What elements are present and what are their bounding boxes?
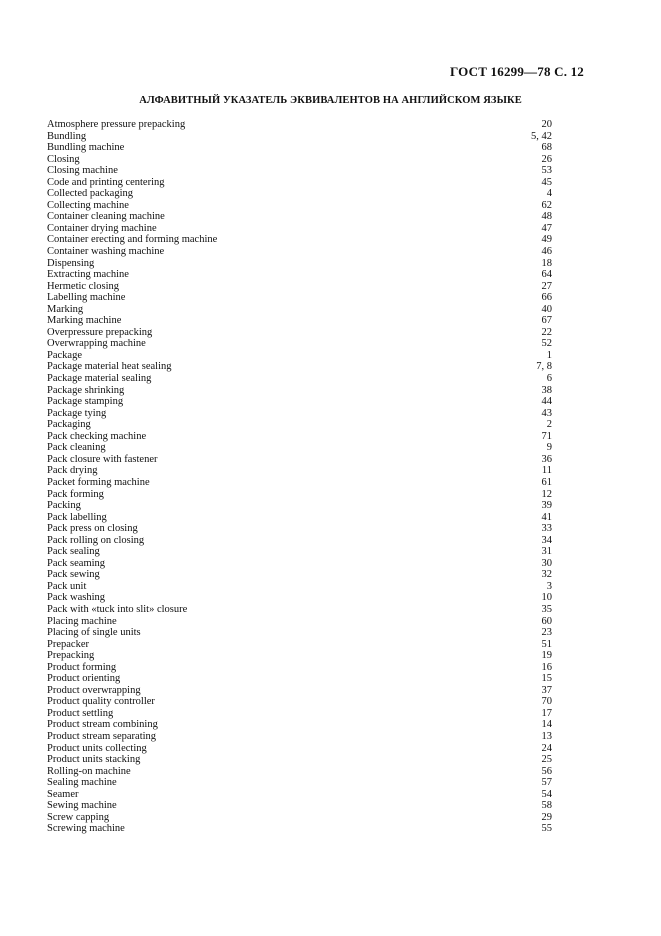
index-term: Pack washing xyxy=(47,592,106,604)
index-number: 66 xyxy=(541,292,552,304)
index-term: Hermetic closing xyxy=(47,280,120,292)
index-term: Closing machine xyxy=(47,165,118,177)
index-entry xyxy=(47,315,552,327)
index-term: Collecting machine xyxy=(47,199,129,211)
index-entry xyxy=(47,200,552,212)
index-term: Product settling xyxy=(47,707,114,719)
index-entry xyxy=(47,477,552,489)
index-term: Placing of single units xyxy=(47,627,141,639)
index-number: 33 xyxy=(541,523,552,535)
index-number: 60 xyxy=(541,615,552,627)
index-entry xyxy=(47,489,552,501)
index-entry xyxy=(47,523,552,535)
index-term: Product stream separating xyxy=(47,730,157,742)
index-entry xyxy=(47,165,552,177)
index-number: 13 xyxy=(541,730,552,742)
index-entry xyxy=(47,558,552,570)
index-term: Rolling-on machine xyxy=(47,765,131,777)
index-number: 48 xyxy=(541,211,552,223)
index-number: 68 xyxy=(541,142,552,154)
index-number: 36 xyxy=(541,453,552,465)
index-term: Pack drying xyxy=(47,465,98,477)
index-number: 24 xyxy=(541,742,552,754)
index-entry xyxy=(47,234,552,246)
index-term: Product quality controller xyxy=(47,696,155,708)
index-term: Screw capping xyxy=(47,811,110,823)
index-number: 1 xyxy=(546,349,552,361)
index-number: 67 xyxy=(541,315,552,327)
index-term: Pack closure with fastener xyxy=(47,453,158,465)
index-number: 62 xyxy=(541,199,552,211)
index-number: 58 xyxy=(541,800,552,812)
index-term: Package material heat sealing xyxy=(47,361,172,373)
index-entry xyxy=(47,419,552,431)
index-term: Marking machine xyxy=(47,315,122,327)
index-number: 15 xyxy=(541,673,552,685)
index-term: Container washing machine xyxy=(47,246,165,258)
index-number: 4 xyxy=(546,188,552,200)
index-number: 56 xyxy=(541,765,552,777)
index-term: Collected packaging xyxy=(47,188,134,200)
index-entry xyxy=(47,119,552,131)
index-number: 23 xyxy=(541,627,552,639)
index-number: 18 xyxy=(541,257,552,269)
index-entry xyxy=(47,685,552,697)
index-number: 51 xyxy=(541,638,552,650)
index-entry xyxy=(47,373,552,385)
index-term: Product units collecting xyxy=(47,742,147,754)
index-number: 31 xyxy=(541,546,552,558)
index-term: Extracting machine xyxy=(47,269,129,281)
index-entry xyxy=(47,719,552,731)
index-number: 55 xyxy=(541,823,552,835)
index-term: Pack checking machine xyxy=(47,430,147,442)
index-entry xyxy=(47,535,552,547)
index-number: 43 xyxy=(541,407,552,419)
index-term: Pack sealing xyxy=(47,546,100,558)
index-entry xyxy=(47,708,552,720)
index-number: 14 xyxy=(541,719,552,731)
index-number: 16 xyxy=(541,661,552,673)
index-entry xyxy=(47,188,552,200)
index-entry xyxy=(47,569,552,581)
index-term: Seamer xyxy=(47,788,79,800)
index-entry xyxy=(47,627,552,639)
index-term: Product orienting xyxy=(47,673,121,685)
index-number: 34 xyxy=(541,534,552,546)
index-term: Screwing machine xyxy=(47,823,125,835)
index-entry xyxy=(47,465,552,477)
index-term: Container erecting and forming machine xyxy=(47,234,218,246)
index-term: Package tying xyxy=(47,407,107,419)
index-number: 20 xyxy=(541,119,552,130)
index-term: Product overwrapping xyxy=(47,684,141,696)
index-term: Product units stacking xyxy=(47,754,141,766)
index-term: Pack seaming xyxy=(47,557,106,569)
index-number: 11 xyxy=(541,465,552,477)
index-entry xyxy=(47,650,552,662)
index-term: Package stamping xyxy=(47,396,124,408)
index-list xyxy=(47,119,552,835)
index-entry xyxy=(47,500,552,512)
index-term: Sewing machine xyxy=(47,800,117,812)
index-entry xyxy=(47,731,552,743)
index-entry xyxy=(47,338,552,350)
index-term: Bundling xyxy=(47,130,87,142)
index-term: Overwrapping machine xyxy=(47,338,146,350)
index-term: Closing xyxy=(47,153,80,165)
index-term: Bundling machine xyxy=(47,142,125,154)
index-number: 29 xyxy=(541,811,552,823)
index-number: 30 xyxy=(541,557,552,569)
index-number: 38 xyxy=(541,384,552,396)
index-term: Package material sealing xyxy=(47,373,152,385)
index-entry xyxy=(47,442,552,454)
index-number: 12 xyxy=(541,488,552,500)
document-reference: ГОСТ 16299—78 С. 12 xyxy=(450,64,584,79)
index-term: Pack press on closing xyxy=(47,523,138,535)
index-entry xyxy=(47,766,552,778)
index-number: 70 xyxy=(541,696,552,708)
index-number: 3 xyxy=(546,580,552,592)
index-entry xyxy=(47,696,552,708)
index-number: 40 xyxy=(541,303,552,315)
index-entry xyxy=(47,789,552,801)
index-entry xyxy=(47,743,552,755)
index-number: 37 xyxy=(541,684,552,696)
index-entry xyxy=(47,408,552,420)
index-number: 41 xyxy=(541,511,552,523)
index-number: 7, 8 xyxy=(536,361,552,373)
index-number: 17 xyxy=(541,707,552,719)
index-number: 54 xyxy=(541,788,552,800)
index-term: Packaging xyxy=(47,419,91,431)
index-number: 57 xyxy=(541,777,552,789)
index-term: Code and printing centering xyxy=(47,176,165,188)
index-entry xyxy=(47,616,552,628)
index-number: 52 xyxy=(541,338,552,350)
index-number: 71 xyxy=(541,430,552,442)
index-entry xyxy=(47,154,552,166)
index-entry xyxy=(47,754,552,766)
index-entry xyxy=(47,246,552,258)
index-entry xyxy=(47,662,552,674)
index-term: Pack cleaning xyxy=(47,442,106,454)
index-number: 27 xyxy=(541,280,552,292)
index-entry xyxy=(47,131,552,143)
index-term: Pack sewing xyxy=(47,569,100,581)
index-entry xyxy=(47,639,552,651)
index-entry xyxy=(47,546,552,558)
index-number: 47 xyxy=(541,222,552,234)
index-entry xyxy=(47,292,552,304)
index-number: 22 xyxy=(541,326,552,338)
index-entry xyxy=(47,777,552,789)
index-term: Pack unit xyxy=(47,580,87,592)
index-number: 6 xyxy=(546,373,552,385)
index-term: Product forming xyxy=(47,661,117,673)
index-term: Marking xyxy=(47,303,84,315)
index-number: 26 xyxy=(541,153,552,165)
index-number: 46 xyxy=(541,246,552,258)
index-number: 45 xyxy=(541,176,552,188)
index-term: Pack labelling xyxy=(47,511,107,523)
index-number: 9 xyxy=(546,442,552,454)
index-entry xyxy=(47,269,552,281)
index-number: 25 xyxy=(541,754,552,766)
index-term: Sealing machine xyxy=(47,777,117,789)
index-term: Product stream combining xyxy=(47,719,158,731)
index-number: 44 xyxy=(541,396,552,408)
index-term: Package xyxy=(47,349,82,361)
index-term: Prepacker xyxy=(47,638,89,650)
index-number: 53 xyxy=(541,165,552,177)
index-number: 35 xyxy=(541,603,552,615)
index-entry xyxy=(47,223,552,235)
index-term: Placing machine xyxy=(47,615,117,627)
index-entry xyxy=(47,350,552,362)
index-term: Prepacking xyxy=(47,650,95,662)
index-term: Overpressure prepacking xyxy=(47,326,153,338)
index-term: Pack forming xyxy=(47,488,104,500)
index-entry xyxy=(47,581,552,593)
index-entry xyxy=(47,512,552,524)
index-number: 2 xyxy=(546,419,552,431)
index-entry xyxy=(47,592,552,604)
index-term: Container cleaning machine xyxy=(47,211,165,223)
index-number: 19 xyxy=(541,650,552,662)
index-number: 64 xyxy=(541,269,552,281)
index-term: Pack rolling on closing xyxy=(47,534,145,546)
index-term: Pack with «tuck into slit» closure xyxy=(47,603,188,615)
index-entry xyxy=(47,327,552,339)
index-entry xyxy=(47,177,552,189)
index-number: 5, 42 xyxy=(531,130,552,142)
index-term: Labelling machine xyxy=(47,292,126,304)
index-term: Packet forming machine xyxy=(47,476,150,488)
index-term: Packing xyxy=(47,500,81,512)
index-entry xyxy=(47,385,552,397)
index-number: 10 xyxy=(541,592,552,604)
index-term: Dispensing xyxy=(47,257,95,269)
index-number: 61 xyxy=(541,476,552,488)
index-term: Atmosphere pressure prepacking xyxy=(47,119,186,130)
index-entry xyxy=(47,304,552,316)
index-term: Package shrinking xyxy=(47,384,125,396)
index-entry xyxy=(47,211,552,223)
index-entry xyxy=(47,281,552,293)
index-number: 32 xyxy=(541,569,552,581)
index-entry xyxy=(47,454,552,466)
index-entry xyxy=(47,431,552,443)
index-entry xyxy=(47,823,552,835)
index-entry xyxy=(47,142,552,154)
index-entry xyxy=(47,800,552,812)
index-entry xyxy=(47,673,552,685)
index-number: 49 xyxy=(541,234,552,246)
index-entry xyxy=(47,361,552,373)
index-entry xyxy=(47,604,552,616)
index-number: 39 xyxy=(541,500,552,512)
index-entry xyxy=(47,396,552,408)
index-term: Container drying machine xyxy=(47,222,157,234)
index-entry xyxy=(47,812,552,824)
index-entry xyxy=(47,258,552,270)
page-title: АЛФАВИТНЫЙ УКАЗАТЕЛЬ ЭКВИВАЛЕНТОВ НА АНГЛИЙСКОМ ЯЗЫКЕ xyxy=(139,95,522,106)
